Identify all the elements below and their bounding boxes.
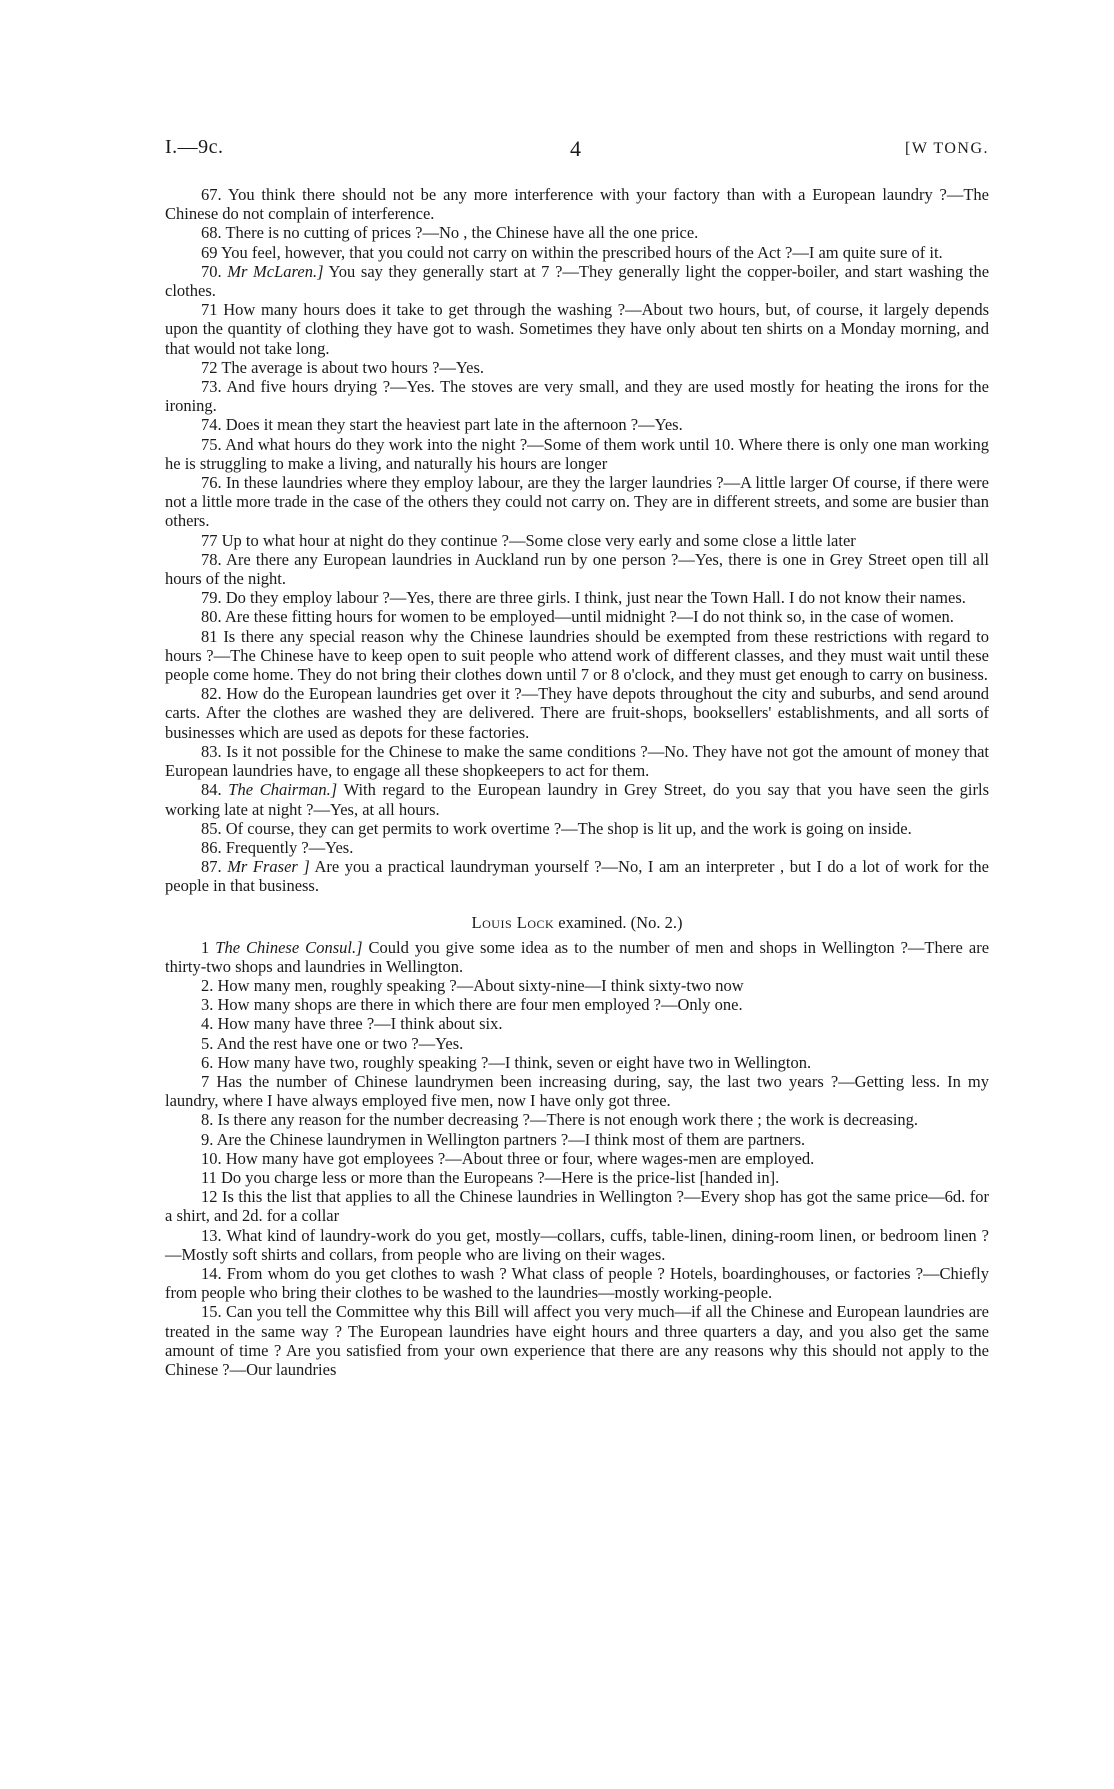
question-paragraph <box>165 995 989 1014</box>
question-paragraph <box>165 684 989 742</box>
question-paragraph <box>165 435 989 473</box>
question-number: 71 <box>201 300 218 320</box>
question-paragraph <box>165 185 989 223</box>
question-text: Could you give some idea as to the number of men and shops in Wellington ?—There are thirty-two shops and laundries in Wellington. <box>165 937 990 976</box>
question-number: 83. <box>201 741 222 761</box>
question-text: And five hours drying ?—Yes. The stoves are very small, and they are used mostly for heating the irons for the ironing. <box>165 377 990 416</box>
question-number: 7 <box>201 1071 210 1091</box>
question-paragraph <box>165 1226 989 1264</box>
question-number: 13. <box>201 1225 222 1245</box>
question-number: 79. <box>201 588 222 608</box>
question-paragraph <box>165 588 989 607</box>
question-text: Is it not possible for the Chinese to make the same conditions ?—No. They have not got the amount of money that European laundries have, to engage all these shopkeepers to act for them. <box>165 741 990 781</box>
document-page <box>165 136 989 1379</box>
question-text: How many men, roughly speaking ?—About sixty-nine—I think sixty-two now <box>217 975 744 995</box>
question-number: 80. <box>201 607 222 627</box>
question-number: 10. <box>201 1148 222 1168</box>
question-text: Does it mean they start the heaviest part late in the afternoon ?—Yes. <box>225 415 683 435</box>
question-paragraph <box>165 1302 989 1379</box>
question-number: 11 <box>201 1167 217 1187</box>
witness-name-header: [W TONG. <box>905 140 989 157</box>
question-paragraph <box>165 1110 989 1129</box>
question-text: You think there should not be any more interference with your factory than with a European laundry ?—The Chinese do not complain of interference. <box>165 185 990 224</box>
question-paragraph <box>165 1072 989 1110</box>
question-paragraph <box>165 377 989 415</box>
question-number: 67. <box>201 185 222 204</box>
question-paragraph <box>165 415 989 434</box>
question-paragraph <box>165 473 989 531</box>
question-text: Are there any European laundries in Auckland run by one person ?—Yes, there is one in Grey Street open till all hours of the night. <box>165 549 989 589</box>
question-number: 3. <box>201 995 214 1015</box>
question-text: How do the European laundries get over it ?—They have depots throughout the city and suburbs, and send around carts. After the clothes are washed they are delivered. There are fruit-shops, booksellers' establishments, and all sorts of businesses which are used as depots for these factories. <box>165 684 989 742</box>
question-text: How many shops are there in which there are four men employed ?—Only one. <box>217 995 743 1015</box>
question-text: Are you a practical laundryman yourself ?—No, I am an interpreter , but I do a lot of work for the people in that business. <box>165 857 990 896</box>
page-number: 4 <box>570 136 582 161</box>
question-paragraph <box>165 976 989 995</box>
question-text: Are these fitting hours for women to be employed—until midnight ?—I do not think so, in the case of women. <box>224 607 954 627</box>
question-text: How many hours does it take to get through the washing ?—About two hours, but, of course, it largely depends upon the quantity of clothing they have got to wash. Sometimes they have only about ten shirts on a Monday morning, and that would not take long. <box>165 300 990 358</box>
question-number: 75. <box>201 434 222 454</box>
question-text: Is there any special reason why the Chinese laundries should be exempted from these restrictions with regard to hours ?—The Chinese have to keep open to suit people who attend work of different classes, and they must wait until these people come home. They do not bring their clothes down until 7 or 8 o'clock, and they must get enough to carry on business. <box>165 626 990 685</box>
question-paragraph <box>165 1168 989 1187</box>
question-number: 86. <box>201 837 222 857</box>
question-number: 9. <box>201 1129 214 1149</box>
question-number: 74. <box>201 415 222 435</box>
question-number: 8. <box>201 1110 214 1130</box>
evidence-block-lock <box>165 938 989 1380</box>
question-paragraph <box>165 780 989 818</box>
question-text: How many have three ?—I think about six. <box>217 1014 503 1034</box>
question-text: How many have two, roughly speaking ?—I think, seven or eight have two in Wellington. <box>217 1052 812 1072</box>
question-number: 12 <box>201 1187 218 1207</box>
question-text: Do you charge less or more than the Europeans ?—Here is the price-list [handed in]. <box>221 1167 780 1187</box>
question-paragraph <box>165 300 989 358</box>
question-number: 4. <box>201 1014 214 1034</box>
question-number: 78. <box>201 549 222 569</box>
evidence-block-tong <box>165 185 989 896</box>
question-paragraph <box>165 550 989 588</box>
question-text: Can you tell the Committee why this Bill will affect you very much—if all the Chinese and European laundries are treated in the same way ? The European laundries have eight hours and three quarters a day, and you also get the same amount of time ? Are you satisfied from your own experience that there are any reasons why this should not apply to the Chinese ?—Our laundries <box>165 1302 990 1379</box>
section-heading <box>165 913 989 932</box>
question-text: Has the number of Chinese laundrymen been increasing during, say, the last two years ?—Getting less. In my laundry, where I have always employed five men, now I have only got three. <box>165 1071 990 1111</box>
question-paragraph <box>165 607 989 626</box>
question-number: 15. <box>201 1302 222 1322</box>
question-text: Up to what hour at night do they continue ?—Some close very early and some close a little later <box>221 530 856 550</box>
question-paragraph <box>165 243 989 262</box>
question-text: Is this the list that applies to all the Chinese laundries in Wellington ?—Every shop has got the same price—6d. for a shirt, and 2d. for a collar <box>165 1187 989 1226</box>
question-number: 76. <box>201 473 222 493</box>
question-number: 2. <box>201 975 214 995</box>
question-number: 68. <box>201 223 222 243</box>
evidence-body <box>165 185 989 1379</box>
question-paragraph <box>165 223 989 242</box>
question-number: 14. <box>201 1263 222 1283</box>
speaker-name: Mr McLaren.] <box>227 261 324 281</box>
question-text: Are the Chinese laundrymen in Wellington partners ?—I think most of them are partners. <box>216 1129 806 1149</box>
question-number: 72 <box>201 357 218 377</box>
question-paragraph <box>165 1187 989 1225</box>
question-paragraph <box>165 627 989 685</box>
question-number: 70. <box>201 261 222 281</box>
question-paragraph <box>165 857 989 895</box>
question-number: 1 <box>201 937 210 957</box>
question-paragraph <box>165 1264 989 1302</box>
question-number: 84. <box>201 780 222 800</box>
question-paragraph <box>165 531 989 550</box>
question-text: And what hours do they work into the night ?—Some of them work until 10. Where there is only one man working he is struggling to make a living, and naturally his hours are longer <box>165 434 990 473</box>
question-paragraph <box>165 1149 989 1168</box>
question-number: 82. <box>201 684 222 704</box>
question-text: And the rest have one or two ?—Yes. <box>216 1033 464 1053</box>
section-heading-rest: examined. (No. 2.) <box>554 912 683 932</box>
question-paragraph <box>165 838 989 857</box>
question-text: In these laundries where they employ labour, are they the larger laundries ?—A little larger Of course, if there were not a little more trade in the case of the others they could not carry on. They are in different streets, and some are busier than others. <box>165 473 989 531</box>
question-text: Of course, they can get permits to work overtime ?—The shop is lit up, and the work is going on inside. <box>225 818 912 838</box>
question-paragraph <box>165 1034 989 1053</box>
question-text: With regard to the European laundry in Grey Street, do you say that you have seen the girls working late at night ?—Yes, at all hours. <box>165 780 990 819</box>
question-text: Is there any reason for the number decreasing ?—There is not enough work there ; the work is decreasing. <box>217 1110 919 1130</box>
question-text: What kind of laundry-work do you get, mostly—collars, cuffs, table-linen, dining-room linen, or bedroom linen ?—Mostly soft shirts and collars, from people who are living on their wages. <box>165 1225 989 1264</box>
question-number: 5. <box>201 1033 214 1053</box>
question-number: 87. <box>201 857 222 877</box>
speaker-name: The Chinese Consul.] <box>215 937 363 957</box>
question-text: The average is about two hours ?—Yes. <box>221 357 485 377</box>
question-number: 81 <box>201 626 218 646</box>
question-number: 6. <box>201 1052 214 1072</box>
question-paragraph <box>165 1014 989 1033</box>
question-text: There is no cutting of prices ?—No , the Chinese have all the one price. <box>225 223 699 243</box>
paper-reference: I.—9c. <box>165 136 224 158</box>
question-text: You feel, however, that you could not carry on within the prescribed hours of the Act ?—I am quite sure of it. <box>221 242 943 262</box>
question-number: 73. <box>201 377 222 397</box>
question-paragraph <box>165 819 989 838</box>
question-number: 85. <box>201 818 222 838</box>
page-header <box>165 136 989 166</box>
question-text: Do they employ labour ?—Yes, there are three girls. I think, just near the Town Hall. I do not know their names. <box>225 588 966 608</box>
witness-name: Louis Lock <box>471 912 555 932</box>
question-paragraph <box>165 1053 989 1072</box>
speaker-name: The Chairman.] <box>228 780 338 800</box>
question-number: 77 <box>201 530 218 550</box>
question-paragraph <box>165 938 989 976</box>
question-text: How many have got employees ?—About three or four, where wages-men are employed. <box>225 1148 815 1168</box>
question-paragraph <box>165 262 989 300</box>
question-paragraph <box>165 358 989 377</box>
question-paragraph <box>165 742 989 780</box>
question-text: From whom do you get clothes to wash ? What class of people ? Hotels, boardinghouses, or factories ?—Chiefly from people who bring their clothes to be washed to the laundries—mostly working-people. <box>165 1263 990 1303</box>
question-text: You say they generally start at 7 ?—They generally light the copper-boiler, and start washing the clothes. <box>165 261 990 301</box>
question-paragraph <box>165 1130 989 1149</box>
question-text: Frequently ?—Yes. <box>225 837 354 857</box>
speaker-name: Mr Fraser ] <box>227 857 310 877</box>
question-number: 69 <box>201 242 218 262</box>
